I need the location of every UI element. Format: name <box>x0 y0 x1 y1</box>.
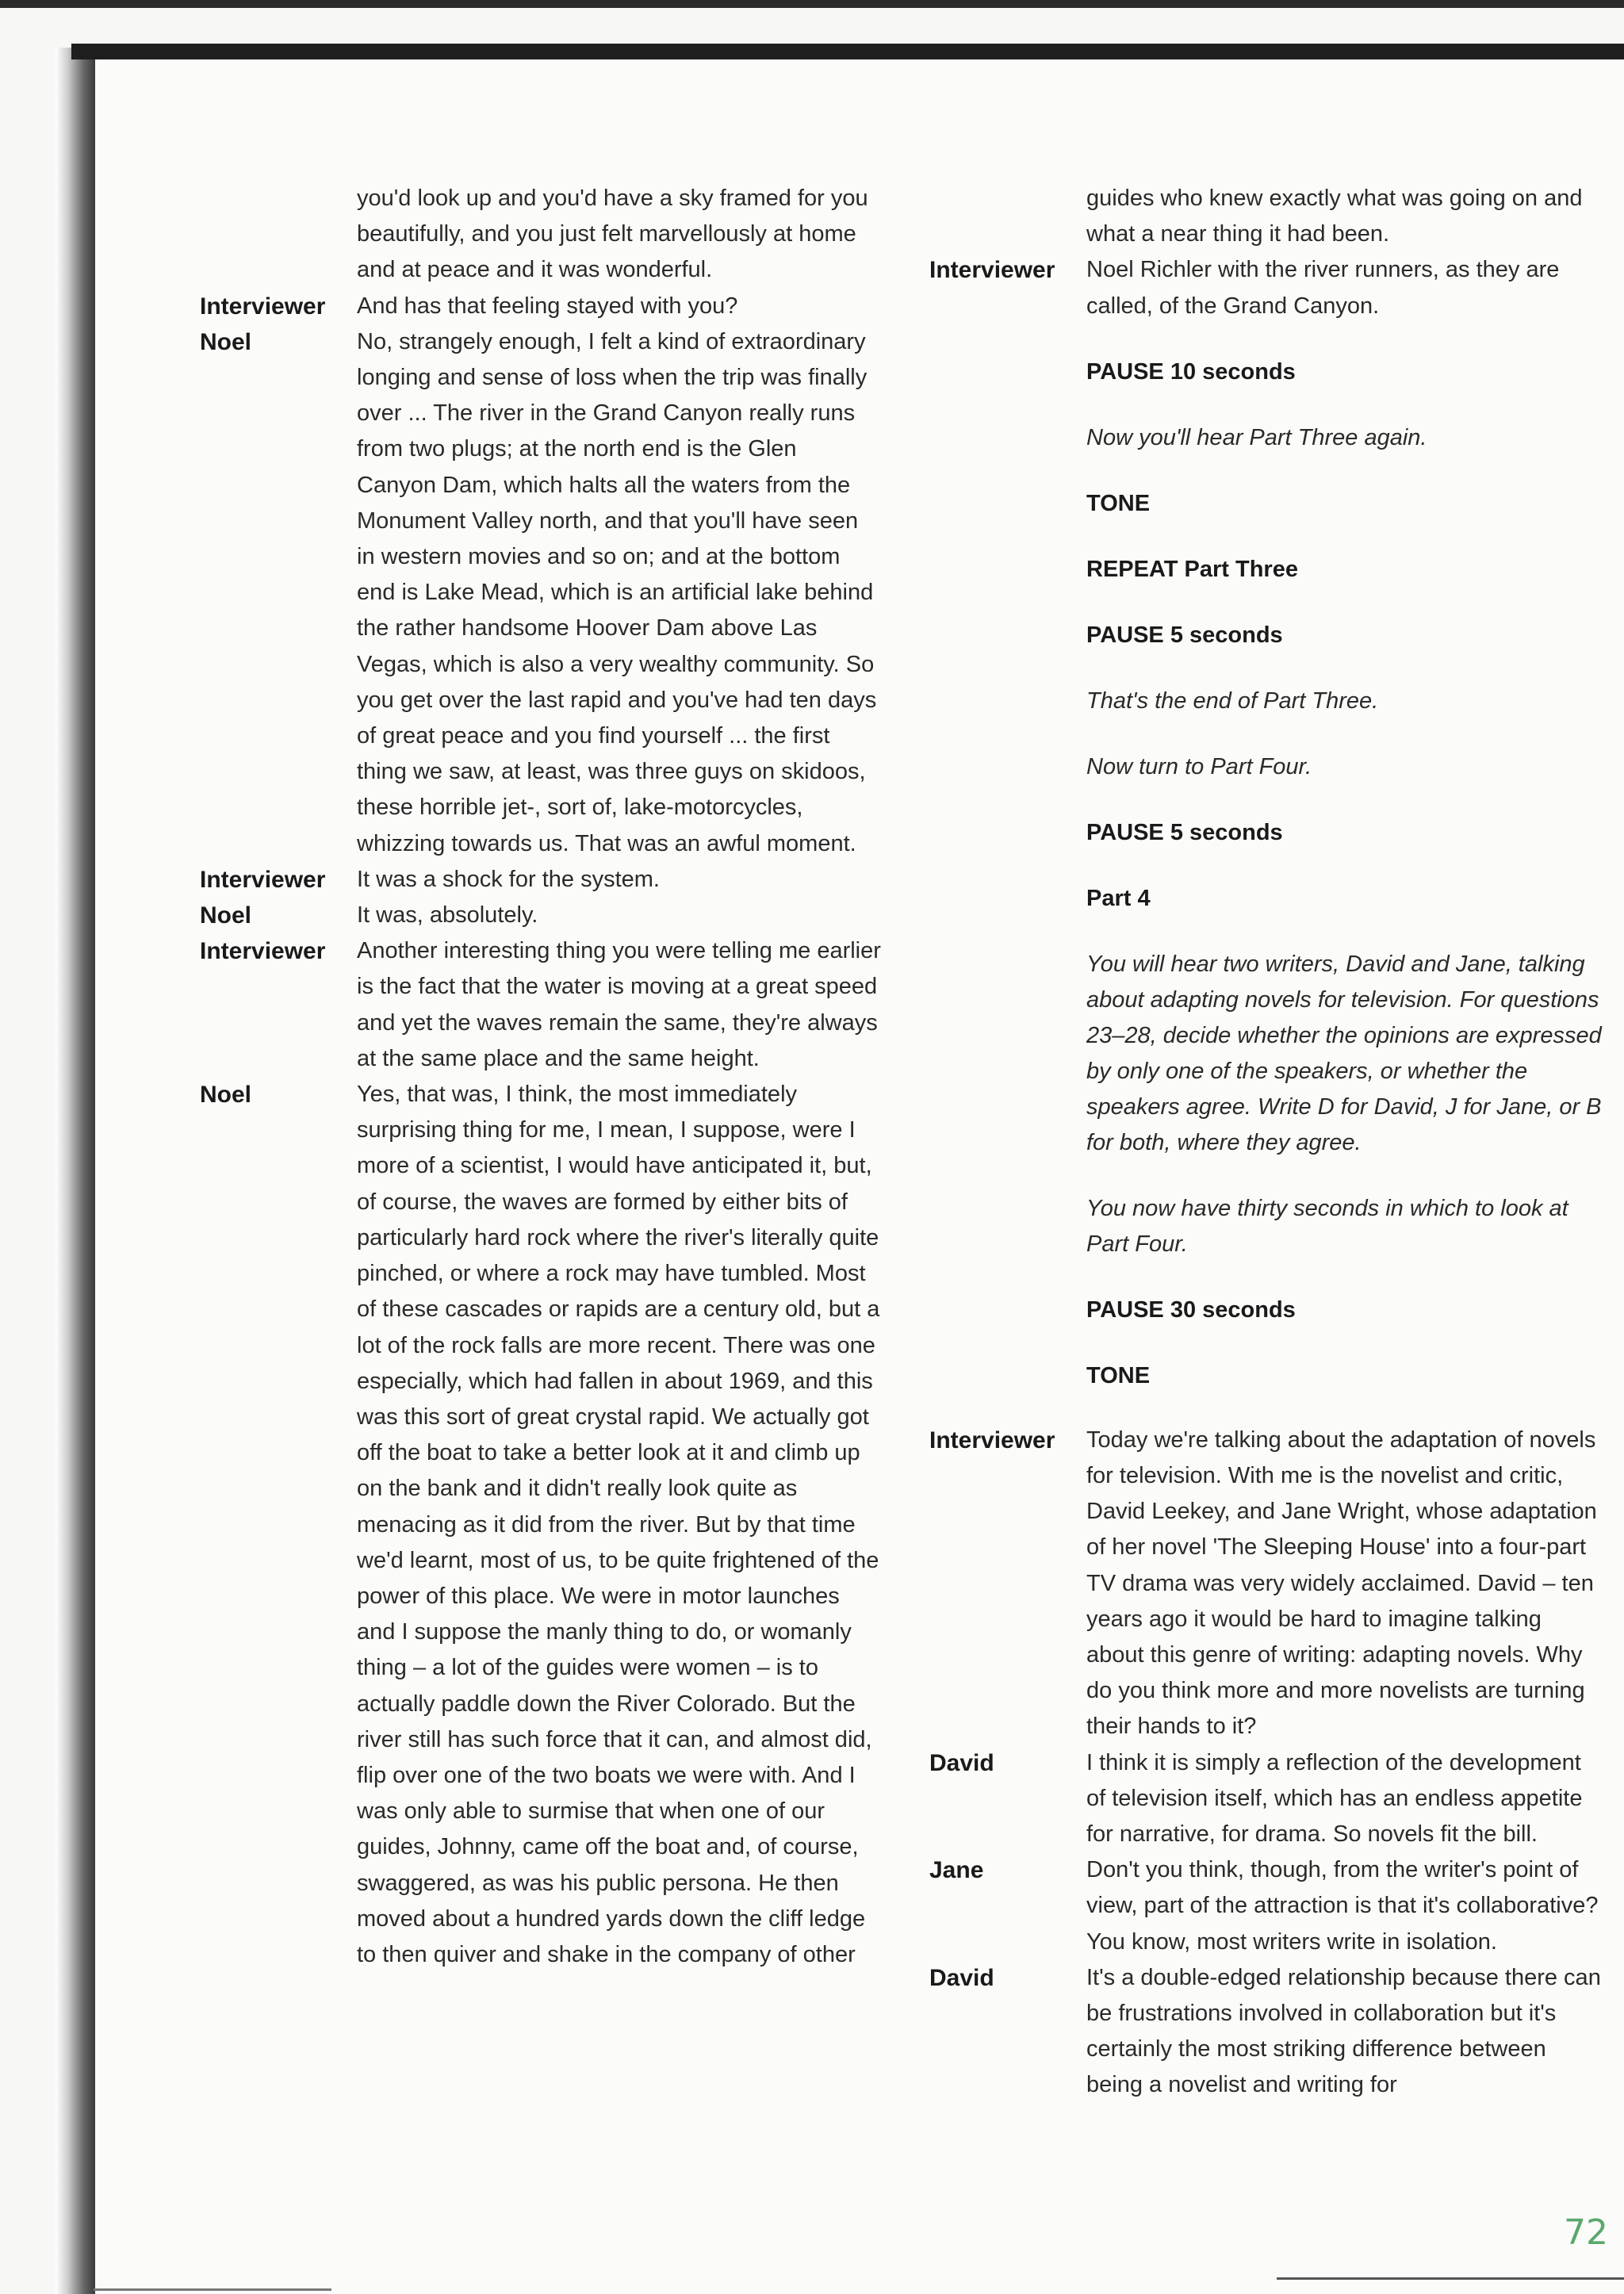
speaker-label: Interviewer <box>200 866 326 893</box>
scan-bottom-edge <box>1277 2277 1624 2280</box>
speaker-label: Interviewer <box>200 293 326 320</box>
speaker-label <box>929 181 1086 252</box>
stage-direction-pause: PAUSE 5 seconds <box>1086 622 1283 648</box>
handwritten-page-number: 72 <box>1564 2212 1608 2253</box>
task-instructions: You will hear two writers, David and Jane, talking about adapting novels for television. For questions 23–28, decide whether the opinions are expressed by only one of the speakers, or whether the speakers agree. Write D for David, J for Jane, or B for both, where they agree. <box>1086 951 1602 1155</box>
scan-bottom-edge <box>94 2288 331 2291</box>
speaker-label: Noel <box>200 328 252 355</box>
dialogue-row <box>200 181 882 289</box>
right-column <box>929 181 1603 2104</box>
stage-direction-instruction: That's the end of Part Three. <box>1086 687 1379 714</box>
dialogue-row <box>200 933 882 1077</box>
stage-direction-pause: PAUSE 30 seconds <box>1086 1296 1296 1323</box>
stage-direction-pause: PAUSE 10 seconds <box>1086 358 1296 385</box>
stage-direction-tone: TONE <box>1086 490 1151 516</box>
speaker-label: David <box>929 1749 994 1776</box>
dialogue-text: Noel Richler with the river runners, as they are called, of the Grand Canyon. <box>1086 257 1560 319</box>
part-heading: Part 4 <box>1086 885 1151 911</box>
dialogue-text: It was, absolutely. <box>357 902 538 929</box>
dialogue-row <box>929 1745 1603 1853</box>
dialogue-text: And has that feeling stayed with you? <box>357 293 738 319</box>
dialogue-row <box>200 1077 882 1973</box>
speaker-label: Interviewer <box>929 257 1055 284</box>
speaker-label: David <box>929 1964 994 1991</box>
dialogue-text: It's a double-edged relationship because there can be frustrations involved in collaboration but it's certainly the most striking difference between being a novelist and writing for <box>1086 1964 1601 2098</box>
dialogue-text: I think it is simply a reflection of the development of television itself, which has an endless appetite for narrative, for drama. So novels fit the bill. <box>1086 1749 1583 1848</box>
speaker-label: Interviewer <box>929 1427 1055 1453</box>
dialogue-row <box>929 181 1603 252</box>
scan-top-edge <box>0 0 1624 8</box>
dialogue-row <box>200 289 882 324</box>
dialogue-text: guides who knew exactly what was going on and what a near thing it had been. <box>1086 186 1583 247</box>
dialogue-text: you'd look up and you'd have a sky framed for you beautifully, and you just felt marvellously at home and at peace and it was wonderful. <box>357 186 868 283</box>
dialogue-row <box>200 898 882 933</box>
speaker-label: Jane <box>929 1857 984 1884</box>
dialogue-text: Yes, that was, I think, the most immediately surprising thing for me, I mean, I suppose, were I more of a scientist, I would have anticipated it, but, of course, the waves are formed by either bits of particularly hard rock where the river's literally quite pinched, or where a rock may have tumbled. Most of these cascades or rapids are a century old, but a lot of the rock falls are more recent. There was one especially, which had fallen in about 1969, and this was this sort of great crystal rapid. We actually got off the boat to take a better look at it and climb up on the bank and it didn't really look quite as menacing as it did from the river. But by that time we'd learnt, most of us, to be quite frightened of the power of this place. We were in motor launches and I suppose the manly thing to do, or womanly thing – a lot of the guides were women – is to actually paddle down the River Colorado. But the river still has such force that it can, and almost did, flip over one of the two boats we were with. And I was only able to surmise that when one of our guides, Johnny, came off the boat and, of course, swaggered, as was his public persona. He then moved about a hundred yards down the cliff ledge to then quiver and shake in the company of other <box>357 1082 880 1967</box>
dialogue-row <box>929 252 1603 324</box>
dialogue-text: Another interesting thing you were telling me earlier is the fact that the water is moving at a great speed and yet the waves remain the same, they're always at the same place and the same height. <box>357 938 881 1071</box>
speaker-label: Noel <box>200 902 252 929</box>
speaker-label: Noel <box>200 1082 252 1109</box>
dialogue-row <box>929 1852 1603 1960</box>
stage-direction-pause: PAUSE 5 seconds <box>1086 819 1283 845</box>
dialogue-row <box>929 1960 1603 2104</box>
binding-shadow <box>56 48 95 2294</box>
dialogue-text: No, strangely enough, I felt a kind of extraordinary longing and sense of loss when the trip was finally over ... The river in the Grand Canyon really runs from two plugs; at the north end is the Glen Canyon Dam, which halts all the waters from the Monument Valley north, and that you'll have seen in western movies and so on; and at the bottom end is Lake Mead, which is an artificial lake behind the rather handsome Hoover Dam above Las Vegas, which is also a very wealthy community. So you get over the last rapid and you've had ten days of great peace and you find yourself ... the first thing we saw, at least, was three guys on skidoos, these horrible jet-, sort of, lake-motorcycles, whizzing towards us. That was an awful moment. <box>357 328 877 856</box>
stage-direction-tone: TONE <box>1086 1362 1151 1388</box>
dialogue-text: Don't you think, though, from the writer's point of view, part of the attraction is that it's collaborative? You know, most writers write in isolation. <box>1086 1857 1599 1955</box>
scan-top-border <box>71 44 1624 59</box>
dialogue-row <box>929 1423 1603 1745</box>
dialogue-text: It was a shock for the system. <box>357 866 660 892</box>
speaker-label <box>200 181 357 289</box>
left-column <box>200 181 882 1973</box>
stage-direction-repeat: REPEAT Part Three <box>1086 556 1298 582</box>
stage-direction-instruction: Now you'll hear Part Three again. <box>1086 424 1427 450</box>
dialogue-row <box>200 862 882 898</box>
stage-direction-instruction: Now turn to Part Four. <box>1086 753 1312 779</box>
dialogue-text: Today we're talking about the adaptation of novels for television. With me is the novelist and critic, David Leekey, and Jane Wright, whose adaptation of her novel 'The Sleeping House' into a four-part TV drama was very widely acclaimed. David – ten years ago it would be hard to imagine talking about this genre of writing: adapting novels. Why do you think more and more novelists are turning their hands to it? <box>1086 1427 1597 1740</box>
speaker-label: Interviewer <box>200 938 326 965</box>
dialogue-row <box>200 324 882 862</box>
stage-direction-instruction: You now have thirty seconds in which to look at Part Four. <box>1086 1195 1568 1257</box>
